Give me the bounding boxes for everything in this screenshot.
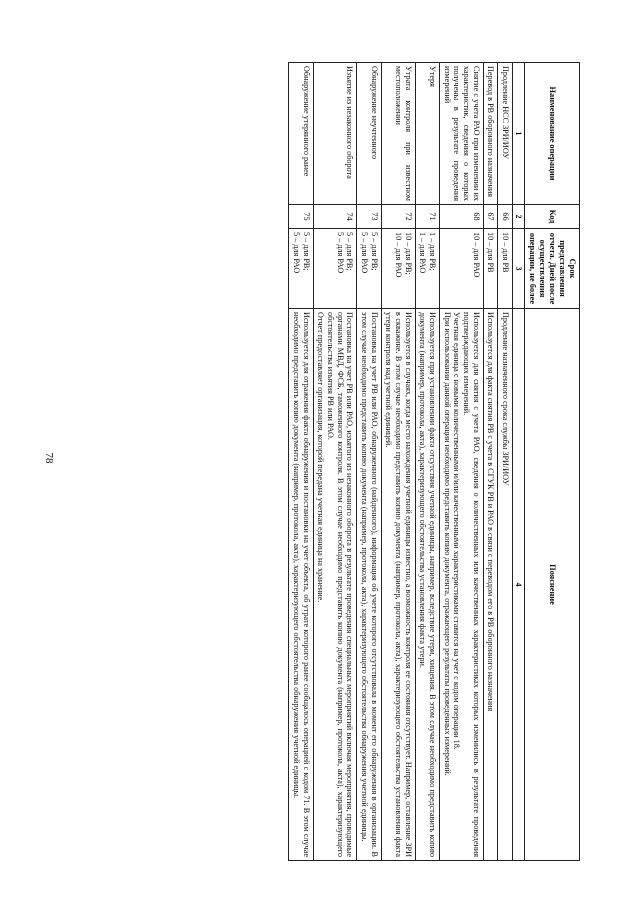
header-explanation: Пояснение (525, 309, 580, 861)
explanation-cell (289, 309, 313, 861)
explanation-paragraph: Постановка на учет РВ или РАО, обнаруженного (найденного), информация об учете которого отсутствовала в момент его обнаружения в организации. В этом случае необходимо представить копию документа (например, протокола, акта), характеризующего обстоятельства обнаружения учетной единицы. (359, 312, 379, 857)
report-term-line: 5 – для РВ; (369, 232, 379, 271)
header-operation-name: Наименование операции (525, 63, 580, 205)
operation-name-cell: Перевод в РВ оборонного назначения (483, 63, 498, 205)
column-number: 2 (513, 205, 525, 229)
report-term-line: 1 – для РВ; (428, 232, 437, 271)
operations-table (288, 62, 580, 861)
report-term-cell (381, 229, 415, 309)
operation-code-cell: 75 (289, 205, 313, 229)
explanation-paragraph: Используется для факта снятия РВ с учета в СГУК РВ и РАО в связи с переводом его в РВ оборонного назначения (486, 312, 496, 712)
table-row (381, 63, 415, 861)
explanation-paragraph: Используется для отражения факта обнаружения и постановки на учет объекта, об утрате которого ранее сообщалось операцией с кодом 71. В этом случае необходимо представить копию документа (например, протокола, акта), характеризующего обстоятельства обнаружения учетной единицы. (291, 312, 311, 857)
operation-name-cell: Изъятие из незаконного оборота (313, 63, 357, 205)
report-term-cell (415, 229, 439, 309)
operation-name-cell: Обнаружение неучтенного (357, 63, 381, 205)
column-number: 1 (513, 63, 525, 205)
operation-code-cell: 67 (483, 205, 498, 229)
report-term-line: 10 – для РВ (501, 232, 511, 273)
report-term-cell (498, 229, 513, 309)
table-row (483, 63, 498, 861)
table-row (415, 63, 439, 861)
operation-name-cell: Утеря (415, 63, 439, 205)
report-term-line: 10 – для РВ; (403, 232, 413, 275)
header-code: Код (525, 205, 580, 229)
column-number-row (513, 63, 525, 861)
report-term-cell (357, 229, 381, 309)
column-number: 3 (513, 229, 525, 309)
table-body (289, 63, 513, 861)
report-term-line: 5 – для РАО (291, 232, 301, 274)
report-term-line: 1 – для РАО (418, 232, 428, 274)
table-row (313, 63, 357, 861)
table-row (498, 63, 513, 861)
operation-code-cell: 72 (381, 205, 415, 229)
report-term-line: 10 – для РВ (486, 232, 496, 273)
report-term-line: 5 – для РАО (359, 232, 369, 274)
table-header-row (525, 63, 580, 861)
column-number: 4 (513, 309, 525, 861)
report-term-line: 5 – для РАО (335, 232, 345, 274)
report-term-cell (289, 229, 313, 309)
report-term-cell (313, 229, 357, 309)
operation-code-cell: 74 (313, 205, 357, 229)
report-term-line: 5 – для РВ; (301, 232, 311, 271)
explanation-cell (498, 309, 513, 861)
operation-name-cell: Снятие с учета РАО при изменении их характеристик, сведения о которых получены в результате проведения измерений (440, 63, 484, 205)
operation-code-cell: 68 (440, 205, 484, 229)
explanation-paragraph: Используется при установлении факта отсутствия учетной единицы, например, вследствие утери, хищения. В этом случае необходимо представить копию документа (например, протокола, акта), характеризующего обстоятельства установления факта утери. (418, 312, 437, 857)
report-term-cell (440, 229, 484, 309)
operation-name-cell: Обнаружение утерянного ранее (289, 63, 313, 205)
report-term-cell (483, 229, 498, 309)
explanation-cell (381, 309, 415, 861)
explanation-cell (415, 309, 439, 861)
explanation-paragraph: Учетная единица с новыми количественными и/или качественными характеристиками ставится на учет с кодом операции 18. (452, 312, 462, 750)
report-term-line: 10 – для РАО (393, 232, 403, 278)
table-row (357, 63, 381, 861)
report-term-line: 10 – для РАО (471, 232, 481, 278)
explanation-paragraph: Постановка на учет РВ или РАО, изъятого из незаконного оборота в результате проведения специальных мероприятий включая мероприятия, проводимые органами МВД, ФСБ, таможенного контроля. В этом случае необходимо представить копию документа (например, протокола, акта), характеризующего обстоятельства изъятия РВ или РАО. (325, 312, 355, 857)
explanation-paragraph: При использовании данной операции необходимо представить копию документа, отражающего результаты проведенных измерений. (442, 312, 452, 776)
explanation-paragraph: Используется в случаях, когда место нахождения учетной единицы известно, а возможность контроля ее состояния отсутствует. Например, оставление ЗРИ в скважине. В этом случае необходимо представить копию документа (например, протокола, акта), характеризующего обстоятельства установления факта утери контроля над учетной единицей. (384, 312, 413, 857)
table-row (440, 63, 484, 861)
explanation-paragraph: Используется для снятия с учета РАО, сведения о количественных или качественных характеристиках которых изменились в результате проведения подтверждающих измерений. (462, 312, 481, 857)
explanation-cell (357, 309, 381, 861)
operation-name-cell: Продление НСС ЗРИ/ИОУ (498, 63, 513, 205)
explanation-cell (440, 309, 484, 861)
explanation-paragraph: Продление назначенного срока службы ЗРИ/ИОУ (501, 312, 511, 486)
operation-code-cell: 66 (498, 205, 513, 229)
report-term-line: 5 – для РВ; (345, 232, 355, 271)
page-number: 78 (43, 452, 55, 464)
header-report-term: Срок представления отчета. Дней после осуществления операции, не более (525, 229, 580, 309)
table-row (289, 63, 313, 861)
explanation-paragraph: Отчет предоставляет организация, которой передана учетная единица на хранение. (316, 312, 326, 603)
explanation-cell (313, 309, 357, 861)
operation-code-cell: 71 (415, 205, 439, 229)
explanation-cell (483, 309, 498, 861)
operation-code-cell: 73 (357, 205, 381, 229)
operation-name-cell: Утрата контроля при известном местоположении (381, 63, 415, 205)
rotated-table-container (94, 62, 580, 860)
